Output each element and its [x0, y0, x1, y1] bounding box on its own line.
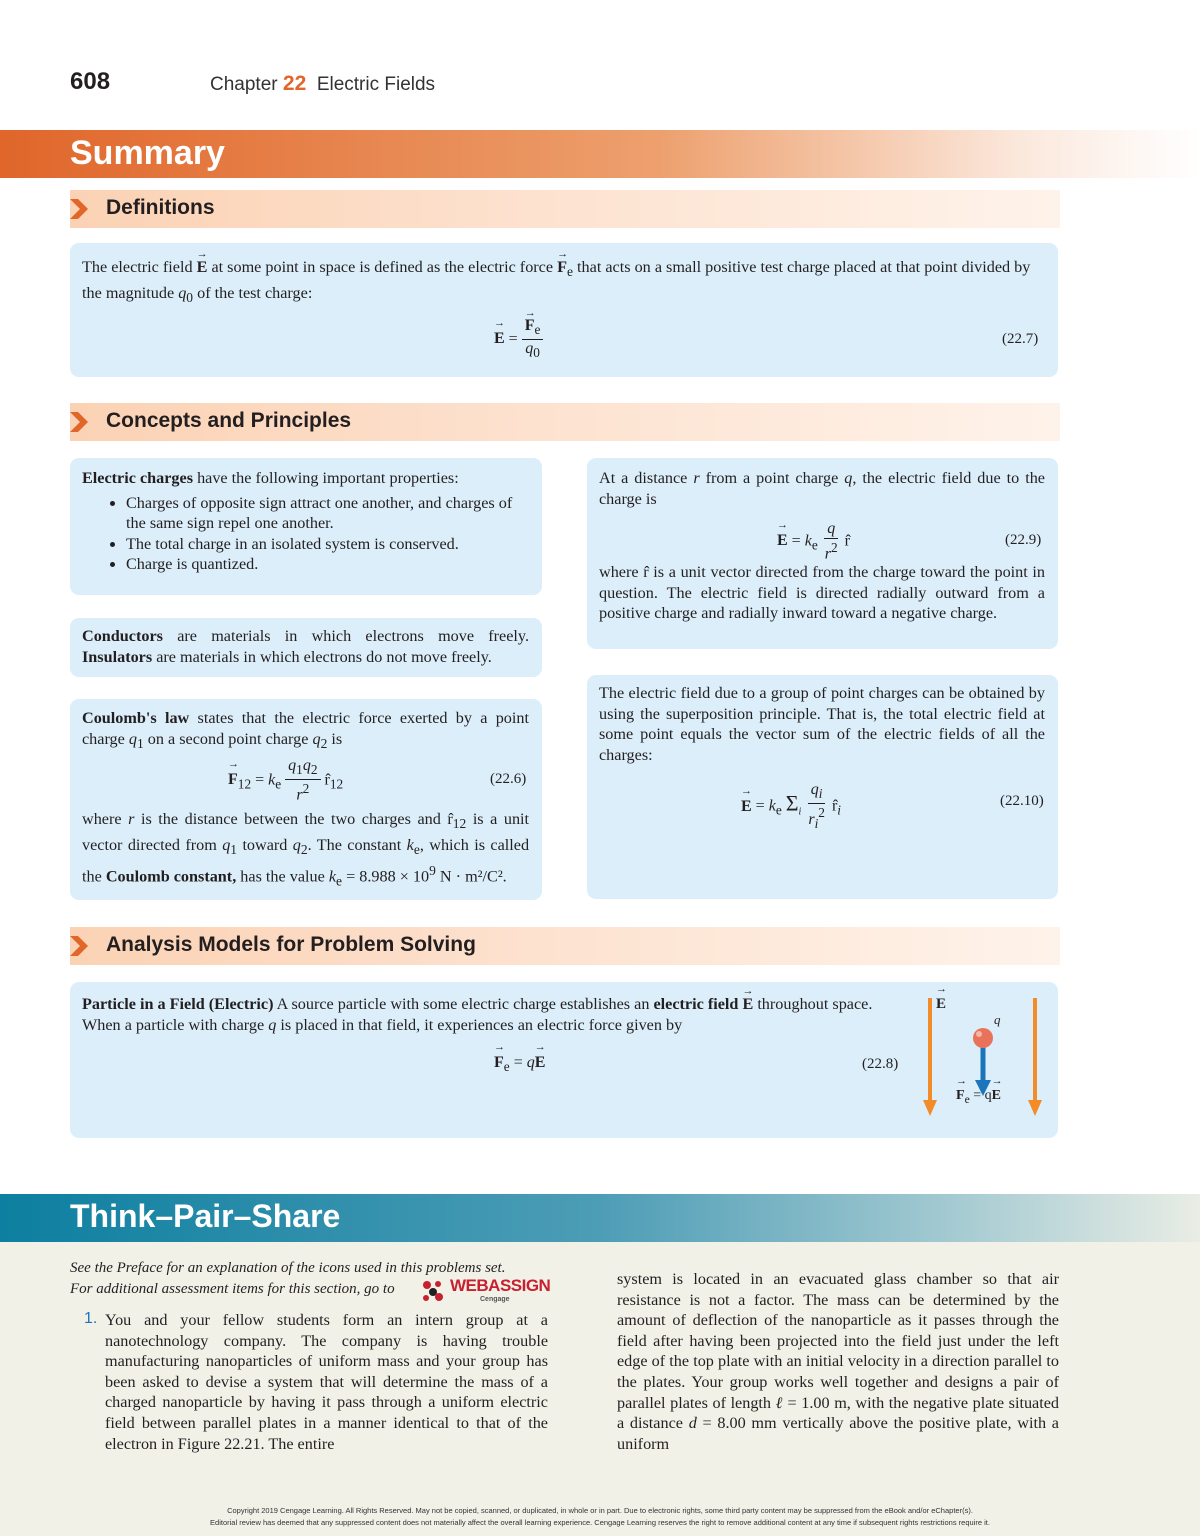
superposition-box [587, 675, 1058, 899]
insulators-term: Insulators [82, 647, 153, 666]
charges-box [70, 458, 542, 595]
conductors-desc: are materials in which electrons move freely. [177, 627, 530, 645]
definitions-end: of the test charge: [197, 283, 313, 302]
point-charge-text-3: , the electric field due to the charge is [599, 469, 1045, 508]
concepts-header [70, 403, 1060, 441]
electric-field-figure [918, 992, 1048, 1132]
coulomb-text-1: states that the electric force exerted by a point charge [82, 709, 529, 748]
coulomb-value: = 8.988 × 10 [346, 867, 430, 886]
point-charge-text: At a distance r from a point charge q, the electric field due to the charge is [599, 469, 1045, 508]
problem-right-text-2: = 1.00 m, with the negative plate situated a distance [617, 1393, 1060, 1433]
coulomb-where-1: where [82, 810, 122, 828]
coulomb-box [70, 699, 542, 900]
analysis-text-a: A source particle with some electric charge establishes an [276, 995, 650, 1013]
webassign-logo[interactable] [420, 1276, 550, 1306]
coulomb-text-2: on a second point charge [147, 729, 309, 748]
analysis-term: Particle in a Field (Electric) [82, 995, 274, 1013]
think-pair-share-banner [0, 1194, 1200, 1242]
definitions-tail: that acts on a small positive test charge placed at that point divided by the magnitude [82, 258, 1031, 302]
point-charge-where-a: where [599, 563, 639, 581]
definitions-box [70, 243, 1058, 377]
equation-number-22-6: (22.6) [490, 771, 527, 787]
equation-number-22-7: (22.7) [1002, 331, 1039, 347]
figure-label-q: q [994, 1012, 1001, 1027]
coulomb-where-4: toward [242, 835, 288, 854]
point-charge-box [587, 458, 1058, 649]
tps-intro-line-1: See the Preface for an explanation of the icons used in this problems set. [70, 1260, 506, 1276]
equation-number-22-10: (22.10) [1000, 793, 1044, 809]
analysis-text-b: throughout space. When a particle with charge [82, 995, 873, 1034]
charges-bullet: • Charge is quantized. [126, 554, 532, 575]
charges-lead: have the following important properties: [197, 469, 459, 487]
copyright-line-2: Editorial review has deemed that any suppressed content does not materially affect the overall learning experience. Cengage Learning reserves the right to remove additional content at any time if subsequent rights restrictions require it. [210, 1518, 990, 1527]
definitions-mid: at some point in space is defined as the electric force [211, 258, 554, 276]
equation-number-22-9: (22.9) [1005, 532, 1042, 548]
conductors-box [70, 618, 542, 677]
copyright-line-1: Copyright 2019 Cengage Learning. All Rights Reserved. May not be copied, scanned, or duplicated, in whole or in part. Due to electronic rights, some third party content may be suppressed from the eBook and/or eChapter(s). [227, 1506, 973, 1515]
coulomb-where-6: , which is called the [82, 835, 530, 886]
problem-right-text-1: system is located in an evacuated glass chamber so that air resistance is not a factor. The mass can be determined by the amount of deflection of the nanoparticle as it passes through the field after having been projected into the field just under the left edge of the top plate with an initial velocity in a direction parallel to the plates. Your group works well together and designs a pair of parallel plates of length [617, 1270, 1059, 1412]
webassign-icon [420, 1278, 446, 1304]
definitions-text: The electric field → E at some point in space is defined as the electric force → $F_e$ that acts on a small positive test charge placed at that point divided by the magnitude $q_0$ of the test charge: [82, 257, 1047, 309]
equation-22-6: → $F_{12} = k_e$ $\frac{q_1q_2}{r^2}$ $r̂_{12}$ [228, 757, 343, 805]
coulomb-units: N · m²/C². [439, 867, 507, 886]
problem-left-text: You and your fellow students form an intern group at a nanotechnology company. The company is having trouble manufacturing nanoparticles of uniform mass and your group has been asked to devise a system that will determine the mass of a charged nanoparticle by having it pass through a uniform electric field between parallel plates in a manner identical to that of the electron in Figure 22.21. The entire [105, 1311, 548, 1453]
coulomb-where-5: . The constant [307, 835, 402, 854]
conductors-term: Conductors [82, 627, 163, 645]
definitions-header [70, 190, 1060, 228]
coulomb-where-text: where r is the distance between the two charges and $r̂_{12}$ is a unit vector directed from $q_1$ toward $q_2$. The constant $k_e$, which is called the Coulomb constant, has the value $k_e = 8.988 \times 10^9$ N · m²/C². [82, 810, 530, 889]
definitions-term: The electric field [82, 258, 193, 276]
point-charge-text-2: from a point charge [705, 469, 839, 487]
charges-text [82, 468, 532, 575]
chevron-right-icon [70, 412, 88, 432]
analysis-box [70, 982, 1058, 1138]
chevron-right-icon [70, 199, 88, 219]
analysis-field-term: electric field [653, 995, 739, 1013]
coulomb-where-7: has the value [240, 867, 325, 886]
charges-bullet: • The total charge in an isolated system is conserved. [126, 534, 532, 555]
coulomb-text: Coulomb's law states that the electric force exerted by a point charge $q_1$ on a second point charge $q_2$ is [82, 709, 529, 751]
chapter-word: Chapter [210, 74, 278, 95]
charges-bullet: • Charges of opposite sign attract one another, and charges of the same sign repel one another. [126, 493, 532, 534]
equation-number-22-8: (22.8) [862, 1056, 899, 1072]
analysis-text: Particle in a Field (Electric) A source particle with some electric charge establishes an electric field → E throughout space. When a particle with charge q is placed in that field, it experiences an electric force given by [82, 994, 912, 1035]
figure-label-E: → E [936, 996, 946, 1013]
conductors-text [82, 626, 529, 667]
figure-force-label: → $F_e = q\to E$ [956, 1088, 1001, 1106]
point-charge-where: where r̂ is a unit vector directed from the charge toward the point in question. The electric field is directed radially outward from a positive charge and radially inward toward a negative charge. [599, 563, 1046, 623]
analysis-header [70, 927, 1060, 965]
equation-22-10: → $E = k_e$ $\Sigma_i$ $\frac{q_i}{r_i^2}$ $r̂_i$ [741, 781, 841, 833]
chapter-number: 22 [282, 72, 307, 95]
webassign-wordmark: WEBASSIGN [450, 1276, 551, 1295]
point-charge-where-b: is a unit vector directed from the charge toward the point in question. The electric field is directed radially outward from a positive charge and radially inward toward a negative charge. [599, 563, 1046, 623]
page-number: 608 [70, 68, 111, 95]
charges-term: Electric charges [82, 469, 194, 487]
equation-22-9: → $E = k_e$ $\frac{q}{r^2}$ r̂ [777, 520, 850, 563]
summary-banner [0, 130, 1200, 178]
chapter-title: Electric Fields [316, 74, 436, 95]
equation-22-8: → $F_e = q\to E$ [494, 1054, 545, 1075]
coulomb-where-3: is a unit vector directed from [82, 810, 530, 854]
analysis-text-c: is placed in that field, it experiences an electric force given by [280, 1015, 683, 1034]
coulomb-text-3: is [331, 729, 343, 748]
problem-right-text: system is located in an evacuated glass chamber so that air resistance is not a factor. The mass can be determined by the amount of deflection of the nanoparticle as it passes through the field after having been projected into the field just under the left edge of the top plate with an initial velocity in a direction parallel to the plates. Your group works well together and designs a pair of parallel plates of length ℓ = 1.00 m, with the negative plate situated a distance d = 8.00 mm vertically above the positive plate, with a uniform [617, 1270, 1060, 1453]
definitions-title: Definitions [106, 196, 215, 219]
concepts-title: Concepts and Principles [106, 409, 352, 432]
vector-F: → F [557, 257, 567, 278]
point-charge-text-1: At a distance [599, 469, 688, 487]
vector-E: → E [197, 257, 208, 278]
cengage-wordmark: Cengage [480, 1296, 510, 1303]
superposition-text: The electric field due to a group of point charges can be obtained by using the superposition principle. That is, the total electric field at some point equals the vector sum of the electric fields of all the charges: [599, 684, 1045, 764]
problem-right-text-3: = 8.00 mm vertically above the positive plate, with a uniform [617, 1414, 1059, 1453]
chevron-right-icon [70, 936, 88, 956]
coulomb-term: Coulomb's law [82, 709, 190, 727]
summary-title: Summary [70, 134, 225, 172]
think-pair-share-title: Think–Pair–Share [70, 1198, 341, 1234]
problem-number: 1. [84, 1310, 98, 1327]
analysis-title: Analysis Models for Problem Solving [106, 933, 476, 956]
chapter-heading [210, 72, 435, 96]
tps-intro-line-2: For additional assessment items for this section, go to [70, 1280, 395, 1297]
coulomb-constant-term: Coulomb constant, [105, 867, 237, 886]
coulomb-where-2: is the distance between the two charges and [140, 810, 441, 828]
equation-22-7: → E = → $\frac{F_e}{q_0}$ [494, 317, 543, 362]
insulators-desc: are materials in which electrons do not move freely. [156, 647, 492, 666]
